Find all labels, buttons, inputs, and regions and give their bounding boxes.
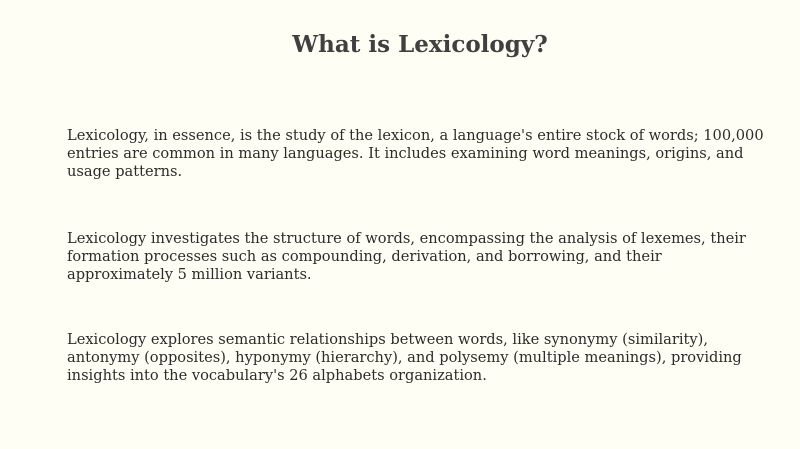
paragraph-structure: Lexicology investigates the structure of words, encompassing the analysis of lexemes, their formation processes such as compounding, derivation, and borrowing, and their approximately 5 million variants. bbox=[67, 230, 746, 283]
paragraph-definition: Lexicology, in essence, is the study of the lexicon, a language's entire stock of words; 100,000 entries are common in many languages. It includes examining word meanings, origins, and usage patterns. bbox=[67, 127, 764, 180]
slide-title: What is Lexicology? bbox=[292, 31, 548, 58]
paragraph-semantics: Lexicology explores semantic relationships between words, like synonymy (similarity), antonymy (opposites), hyponymy (hierarchy), and polysemy (multiple meanings), providing insights into the vocabulary's 26 alphabets organization. bbox=[67, 331, 742, 384]
